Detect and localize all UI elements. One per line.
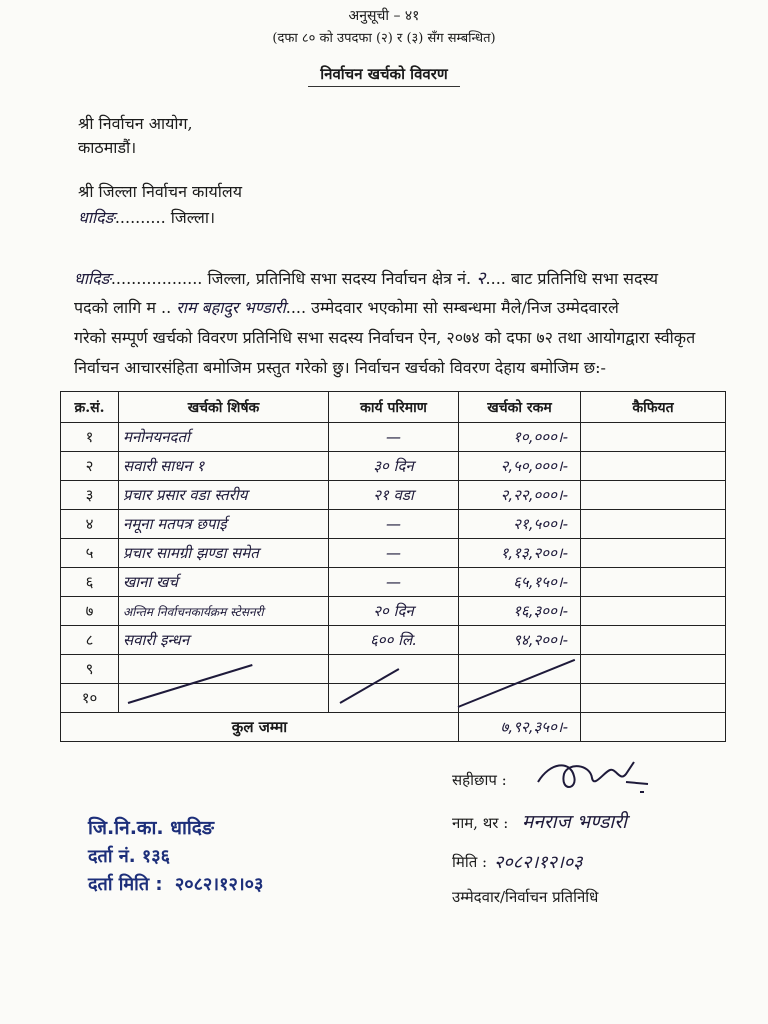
district-office-line1: श्री जिल्ला निर्वाचन कार्यालय [78, 182, 243, 201]
declaration-line4: निर्वाचन आचारसंहिता बमोजिम प्रस्तुत गरेको छु। निर्वाचन खर्चको विवरण देहाय बमोजिम छ:- [74, 358, 606, 377]
district-handwritten: धादिङ [78, 208, 115, 227]
row-quantity: २१ वडा [329, 481, 459, 510]
title-underline [308, 86, 460, 87]
row-title: नमूना मतपत्र छपाई [119, 510, 329, 539]
stamp-reg-date-value: २०८२।१२।०३ [174, 874, 264, 895]
commission-line2: काठमाडौं। [78, 138, 137, 157]
constituency-number: २ [476, 268, 486, 289]
declaration-line1: धादिङ.................. जिल्ला, प्रतिनिधि सभा सदस्य निर्वाचन क्षेत्र नं. २.... बाट प्रतिनिधि सभा सदस्य [74, 268, 658, 289]
header-amount: खर्चको रकम [459, 392, 581, 423]
total-amount: ७,९२,३५०।- [459, 713, 581, 742]
name-value: मनराज भण्डारी [522, 811, 627, 833]
row-remark [581, 452, 726, 481]
date-label: मिति : [452, 853, 488, 871]
declaration-line2: पदको लागि म .. राम बहादुर भण्डारी.... उम्मेदवार भएकोमा सो सम्बन्धमा मैले/निज उम्मेदवारले [74, 298, 619, 317]
row-quantity: २० दिन [329, 597, 459, 626]
row-remark [581, 626, 726, 655]
stamp-office: जि.नि.का. धादिङ [88, 817, 214, 839]
reference-heading: (दफा ८० को उपदफा (२) र (३) सँग सम्बन्धित) [272, 31, 496, 46]
district-dots: .......... [114, 208, 166, 227]
form-title: निर्वाचन खर्चको विवरण [320, 65, 448, 83]
header-remark: कैफियत [581, 392, 726, 423]
table-header-row [61, 392, 726, 423]
row-remark [581, 684, 726, 713]
row-remark [581, 510, 726, 539]
table-row [61, 423, 726, 452]
row-title [119, 684, 329, 713]
row-serial: १० [61, 684, 119, 713]
row-amount: ९४,२००।- [459, 626, 581, 655]
declaration-text1: जिल्ला, प्रतिनिधि सभा सदस्य निर्वाचन क्षेत्र नं. [207, 269, 472, 288]
row-title: प्रचार प्रसार वडा स्तरीय [119, 481, 329, 510]
row-serial: २ [61, 452, 119, 481]
row-quantity [329, 655, 459, 684]
header-quantity: कार्य परिमाण [329, 392, 459, 423]
declaration-text4: उम्मेदवार भएकोमा सो सम्बन्धमा मैले/निज उम्मेदवारले [311, 298, 619, 317]
declaration-text3: पदको लागि म [74, 298, 156, 317]
row-title: सवारी इन्धन [119, 626, 329, 655]
row-title: सवारी साधन १ [119, 452, 329, 481]
expense-table [60, 391, 726, 742]
stamp-reg-date [88, 872, 263, 896]
row-quantity: — [329, 510, 459, 539]
stamp-reg-number [88, 844, 170, 868]
row-remark [581, 423, 726, 452]
declaration-line3: गरेको सम्पूर्ण खर्चको विवरण प्रतिनिधि सभा सदस्य निर्वाचन ऐन, २०७४ को दफा ७२ तथा आयोगद्वारा स्वीकृत [74, 328, 696, 347]
stamp-reg-label: दर्ता नं. [88, 846, 136, 867]
table-row [61, 452, 726, 481]
row-serial: १ [61, 423, 119, 452]
row-amount: २१,५००।- [459, 510, 581, 539]
date-value: २०८२।१२।०३ [494, 852, 583, 873]
row-amount: १६,३००।- [459, 597, 581, 626]
name-label: नाम, थर : [452, 814, 509, 832]
signature-label: सहीछाप : [452, 771, 507, 789]
total-row [61, 713, 726, 742]
row-serial: ३ [61, 481, 119, 510]
row-quantity: ६०० लि. [329, 626, 459, 655]
stamp-reg-date-label: दर्ता मिति : [88, 874, 163, 895]
row-amount: २,२२,०००।- [459, 481, 581, 510]
stamp-reg-value: १३६ [141, 846, 170, 867]
table-row [61, 597, 726, 626]
row-quantity: ३० दिन [329, 452, 459, 481]
row-remark [581, 568, 726, 597]
row-title: अन्तिम निर्वाचनकार्यक्रम स्टेसनरी [119, 597, 329, 626]
row-quantity: — [329, 568, 459, 597]
signature-mark [530, 752, 660, 802]
row-serial: ७ [61, 597, 119, 626]
row-serial: ४ [61, 510, 119, 539]
table-row [61, 539, 726, 568]
row-remark [581, 655, 726, 684]
row-quantity: — [329, 539, 459, 568]
role-label: उम्मेदवार/निर्वाचन प्रतिनिधि [452, 888, 599, 906]
table-row [61, 655, 726, 684]
row-amount: १०,०००।- [459, 423, 581, 452]
total-remark [581, 713, 726, 742]
table-row [61, 626, 726, 655]
declaration-district: धादिङ [74, 269, 111, 288]
row-quantity: — [329, 423, 459, 452]
declaration-dots: .................. [110, 269, 203, 288]
candidate-name: राम बहादुर भण्डारी [176, 298, 286, 317]
table-row [61, 684, 726, 713]
row-title: प्रचार सामग्री झण्डा समेत [119, 539, 329, 568]
header-serial: क्र.सं. [61, 392, 119, 423]
row-amount: ६५,१५०।- [459, 568, 581, 597]
row-amount: २,५०,०००।- [459, 452, 581, 481]
row-remark [581, 481, 726, 510]
table-row [61, 481, 726, 510]
header-title: खर्चको शिर्षक [119, 392, 329, 423]
schedule-heading: अनुसूची – ४१ [348, 8, 420, 24]
row-serial: ५ [61, 539, 119, 568]
table-row [61, 510, 726, 539]
commission-line1: श्री निर्वाचन आयोग, [78, 114, 193, 133]
row-serial: ८ [61, 626, 119, 655]
row-serial: ९ [61, 655, 119, 684]
row-title [119, 655, 329, 684]
row-amount [459, 655, 581, 684]
row-amount: १,१३,२००।- [459, 539, 581, 568]
row-title: खाना खर्च [119, 568, 329, 597]
district-office-line2 [78, 206, 215, 228]
row-title: मनोनयनदर्ता [119, 423, 329, 452]
table-row [61, 568, 726, 597]
total-label: कुल जम्मा [61, 713, 459, 742]
row-serial: ६ [61, 568, 119, 597]
declaration-text2: बाट प्रतिनिधि सभा सदस्य [510, 269, 658, 288]
district-suffix: जिल्ला। [170, 208, 216, 227]
row-remark [581, 597, 726, 626]
row-remark [581, 539, 726, 568]
